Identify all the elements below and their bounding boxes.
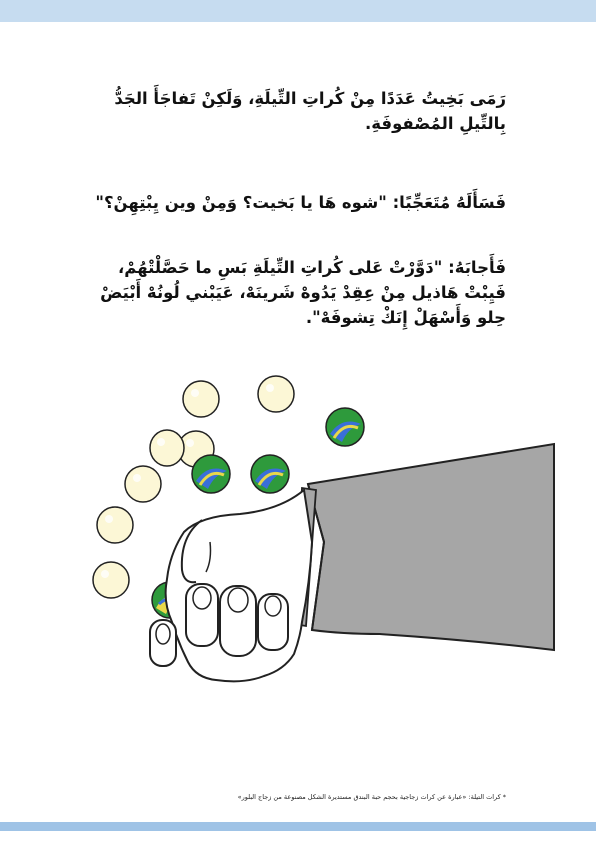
top-decorative-band [0,0,596,22]
bottom-margin [0,831,596,842]
glass-marble [251,455,289,493]
story-paragraph-1: رَمَى بَخِيتُ عَدَدًا مِنْ كُراتِ التِّيلَةِ، وَلَكِنْ تَفاجَأَ الجَدُّ بِالتِّيلِ المُصْفوفَةِ. [114,89,506,133]
pearl-bead [97,507,133,543]
glass-marble [326,408,364,446]
pearl-bead [150,430,184,466]
story-paragraph-3: فَأَجابَهُ: "دَوَّرْتْ عَلى كُراتِ التِّيلَةِ بَسِ ما حَصَّلْتْهُمْ، فَيِبْتْ هَاذيل مِنْ عِقِدْ يَدُوهْ شَرينَهْ، عَيَبْني لُونُهْ أَبْيَضْ حِلو وَأَسْهَلْ إِنَكْ تِشوفَهْ". [100,258,506,327]
hand-throwing-marbles-illustration [80,372,580,702]
glass-marble [192,455,230,493]
footnote: * كرات التيلة: «عبارة عن كرات زجاجية بحجم حبة البندق مستديرة الشكل مصنوعة من زجاج البلور» [237,793,506,801]
bottom-decorative-band [0,822,596,831]
sleeve [308,444,554,650]
pearl-bead [258,376,294,412]
pearl-bead [93,562,129,598]
pearl-bead [183,381,219,417]
story-paragraph-2: فَسَأَلَهُ مُتَعَجِّبًا: "شوه هَا يا بَخيت؟ وَمِنْ وين يِبْتِهِنْ؟" [95,193,506,212]
pearl-bead [125,466,161,502]
